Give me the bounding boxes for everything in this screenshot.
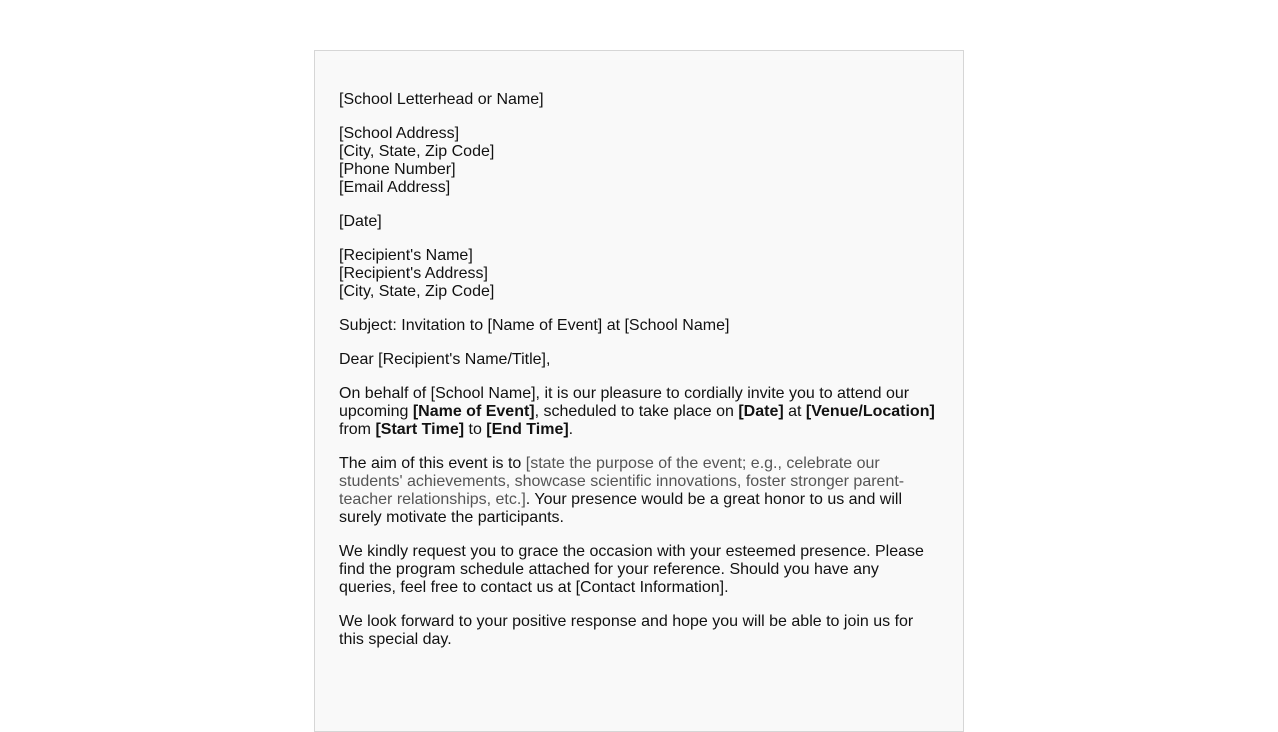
letter-page [314, 50, 964, 732]
p1-text-6: . [568, 421, 574, 438]
event-end-time: [End Time] [486, 421, 569, 438]
letter-date: [Date] [339, 213, 382, 230]
school-address: [School Address] [339, 125, 460, 142]
p1-text-4: from [339, 421, 376, 438]
p2-text-1: The aim of this event is to [339, 455, 526, 472]
p1-text-1: On behalf of [School Name], it is our pleasure to cordially invite you to attend our upcoming [339, 385, 910, 420]
paragraph-closing: We look forward to your positive response and hope you will be able to join us for this special day. [339, 613, 914, 648]
school-phone: [Phone Number] [339, 161, 456, 178]
paragraph-request: We kindly request you to grace the occasion with your esteemed presence. Please find the program schedule attached for your reference. Should you have any queries, feel free to contact us at [Contact Information]. [339, 543, 924, 596]
school-city: [City, State, Zip Code] [339, 143, 495, 160]
p1-text-5: to [464, 421, 487, 438]
p1-text-2: , scheduled to take place on [534, 403, 739, 420]
recipient-name: [Recipient's Name] [339, 247, 473, 264]
paragraph-purpose [339, 455, 939, 527]
letter-subject: Subject: Invitation to [Name of Event] at [School Name] [339, 317, 730, 334]
school-email: [Email Address] [339, 179, 451, 196]
letter-salutation: Dear [Recipient's Name/Title], [339, 351, 551, 368]
school-letterhead: [School Letterhead or Name] [339, 91, 544, 108]
event-venue: [Venue/Location] [805, 403, 935, 420]
p1-text-3: at [783, 403, 806, 420]
paragraph-invitation [339, 385, 939, 439]
p2-text-2: . Your presence would be a great honor to us and will surely motivate the participants. [339, 491, 903, 526]
event-name: [Name of Event] [412, 403, 535, 420]
event-date: [Date] [738, 403, 784, 420]
recipient-block [339, 247, 939, 301]
school-contact-block [339, 125, 939, 197]
recipient-city: [City, State, Zip Code] [339, 283, 495, 300]
purpose-placeholder: [state the purpose of the event; e.g., celebrate our students' achievements, showcase scientific innovations, foster stronger parent-teacher relationships, etc.] [339, 455, 905, 508]
recipient-address: [Recipient's Address] [339, 265, 488, 282]
event-start-time: [Start Time] [375, 421, 465, 438]
